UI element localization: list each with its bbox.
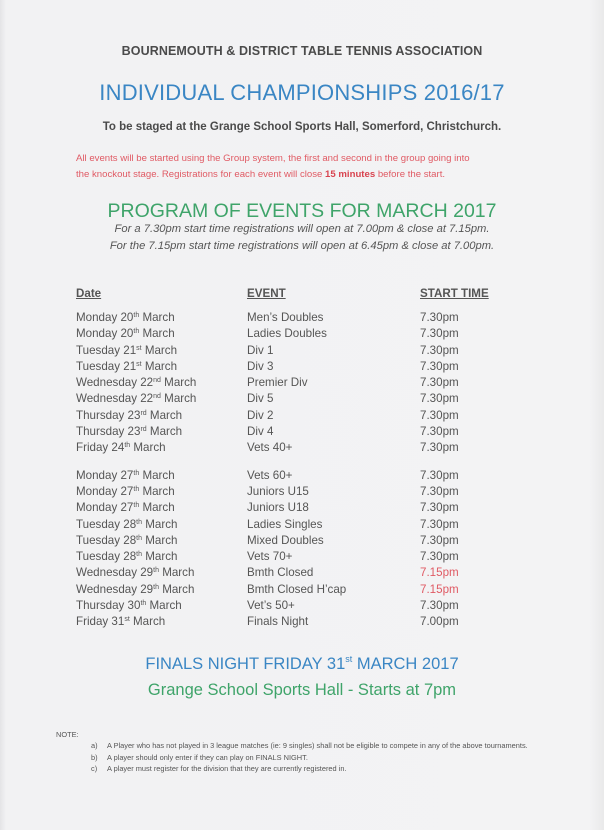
header-start-time: START TIME xyxy=(420,287,489,300)
row-start-time: 7.30pm xyxy=(420,550,459,564)
row-event: Ladies Singles xyxy=(247,517,323,531)
row-month: March xyxy=(139,501,175,515)
table-row xyxy=(76,326,516,342)
row-event: Div 5 xyxy=(247,392,274,406)
row-day-suffix: nd xyxy=(153,393,161,401)
row-date xyxy=(76,424,182,440)
row-event: Div 2 xyxy=(247,408,274,422)
row-month: March xyxy=(158,566,195,580)
registration-line-1: For a 7.30pm start time registrations will open at 7.00pm & close at 7.15pm. xyxy=(114,223,490,235)
row-day-suffix: th xyxy=(140,600,147,608)
row-day: Tuesday 21 xyxy=(76,343,137,357)
row-day-suffix: rd xyxy=(140,409,147,417)
row-day-suffix: th xyxy=(153,583,159,591)
note-item xyxy=(91,763,531,775)
notes-list xyxy=(91,740,531,775)
row-day-suffix: st xyxy=(124,616,130,624)
row-date xyxy=(76,326,175,342)
table-row xyxy=(76,310,516,326)
row-start-time: 7.30pm xyxy=(420,343,459,357)
row-day: Tuesday 21 xyxy=(76,359,137,373)
header-date: Date xyxy=(76,287,102,300)
table-header xyxy=(76,286,516,310)
row-month: March xyxy=(146,599,182,613)
row-date xyxy=(76,598,182,614)
row-day: Monday 20 xyxy=(76,327,134,341)
table-row xyxy=(76,598,516,614)
page-title: INDIVIDUAL CHAMPIONSHIPS 2016/17 xyxy=(99,80,505,105)
row-start-time: 7.30pm xyxy=(420,311,459,324)
row-start-time: 7.00pm xyxy=(420,615,459,629)
row-date xyxy=(76,549,177,565)
row-start-time: 7.30pm xyxy=(420,468,459,482)
row-date xyxy=(76,310,175,326)
rules-line-2 xyxy=(76,167,546,183)
row-date xyxy=(76,533,177,549)
table-row xyxy=(76,375,516,391)
header-event: EVENT xyxy=(247,287,286,300)
row-start-time: 7.30pm xyxy=(420,359,459,373)
row-day-suffix: th xyxy=(133,502,140,510)
finals-pre: FINALS NIGHT FRIDAY 31 xyxy=(145,655,346,673)
row-day: Wednesday 22 xyxy=(76,392,154,406)
program-title: PROGRAM OF EVENTS FOR MARCH 2017 xyxy=(107,200,497,222)
row-start-time: 7.30pm xyxy=(420,408,459,422)
table-row xyxy=(76,549,516,565)
note-item xyxy=(91,752,531,764)
row-event: Juniors U18 xyxy=(247,501,309,515)
row-day: Wednesday 22 xyxy=(76,376,154,390)
row-day: Tuesday 28 xyxy=(76,517,137,531)
row-start-time: 7.30pm xyxy=(420,425,459,439)
row-day: Thursday 23 xyxy=(76,425,141,439)
row-date xyxy=(76,582,194,598)
week-1-rows xyxy=(76,310,516,457)
table-row xyxy=(76,391,516,407)
finals-suffix: st xyxy=(345,654,353,664)
table-row xyxy=(76,424,516,440)
rules-close-time: 15 minutes xyxy=(325,169,376,180)
row-date xyxy=(76,500,175,516)
row-event: Premier Div xyxy=(247,376,308,390)
row-month: March xyxy=(160,376,197,390)
row-date xyxy=(76,359,177,375)
row-month: March xyxy=(139,311,175,324)
registration-line-2: For the 7.15pm start time registrations will open at 6.45pm & close at 7.00pm. xyxy=(109,240,495,252)
row-day: Friday 24 xyxy=(76,441,125,455)
table-row xyxy=(76,500,516,516)
row-day-suffix: th xyxy=(124,442,131,450)
row-date xyxy=(76,343,177,359)
row-day: Wednesday 29 xyxy=(76,582,154,596)
row-date xyxy=(76,517,177,533)
row-start-time: 7.30pm xyxy=(420,599,459,613)
association-name: BOURNEMOUTH & DISTRICT TABLE TENNIS ASSOCIATION xyxy=(121,44,483,58)
row-day-suffix: th xyxy=(133,328,140,336)
events-table xyxy=(76,286,516,631)
row-day: Tuesday 28 xyxy=(76,533,137,547)
row-month: March xyxy=(139,327,175,341)
table-row xyxy=(76,614,516,630)
row-date xyxy=(76,468,175,484)
table-row xyxy=(76,343,516,359)
table-row xyxy=(76,484,516,500)
row-day: Thursday 23 xyxy=(76,408,141,422)
row-day: Thursday 30 xyxy=(76,599,141,613)
row-month: March xyxy=(158,582,195,596)
row-month: March xyxy=(160,392,197,406)
venue-line: To be staged at the Grange School Sports Hall, Somerford, Christchurch. xyxy=(102,121,502,133)
row-start-time: 7.30pm xyxy=(420,392,459,406)
table-row xyxy=(76,359,516,375)
finals-heading xyxy=(0,655,604,674)
row-day-suffix: nd xyxy=(153,377,161,385)
note-item-text: A Player who has not played in 3 league matches (ie: 9 singles) shall not be eligible to compete in any of the above tournaments. xyxy=(107,741,528,750)
rules-line-2-start: the knockout stage. Registrations for each event will close xyxy=(76,169,326,180)
row-event: Div 3 xyxy=(247,359,274,373)
row-month: March xyxy=(146,425,183,439)
row-event: Div 1 xyxy=(247,343,274,357)
table-row xyxy=(76,468,516,484)
row-day: Monday 27 xyxy=(76,501,134,515)
table-row xyxy=(76,533,516,549)
note-item xyxy=(91,740,531,752)
table-row xyxy=(76,440,516,456)
row-month: March xyxy=(142,550,178,564)
note-item-text: A player should only enter if they can play on FINALS NIGHT. xyxy=(107,752,308,762)
row-month: March xyxy=(142,517,178,531)
row-day-suffix: th xyxy=(153,567,159,575)
rules-line-2-end: before the start. xyxy=(375,169,446,180)
table-row xyxy=(76,408,516,424)
row-month: March xyxy=(142,533,178,547)
row-day-suffix: th xyxy=(133,485,140,493)
row-day-suffix: th xyxy=(136,534,142,542)
row-start-time: 7.30pm xyxy=(420,533,459,547)
row-date xyxy=(76,440,166,456)
row-event: Juniors U15 xyxy=(247,484,309,498)
row-date xyxy=(76,565,194,581)
note-label: NOTE: xyxy=(56,730,79,739)
row-start-time: 7.30pm xyxy=(420,517,459,531)
row-event: Men’s Doubles xyxy=(247,311,324,324)
rules-line-1: All events will be started using the Group system, the first and second in the group going into xyxy=(76,153,470,164)
row-day: Monday 27 xyxy=(76,484,134,498)
row-day: Monday 20 xyxy=(76,311,134,324)
row-event: Vets 70+ xyxy=(247,550,293,564)
row-day-suffix: st xyxy=(136,344,142,352)
table-row xyxy=(76,565,516,581)
row-day-suffix: th xyxy=(136,551,142,559)
row-start-time: 7.15pm xyxy=(420,582,459,596)
row-day-suffix: th xyxy=(133,312,140,319)
row-month: March xyxy=(129,615,166,629)
row-event: Vets 60+ xyxy=(247,468,293,482)
note-item-text: A player must register for the division that they are currently registered in. xyxy=(107,764,347,773)
row-date xyxy=(76,375,196,391)
rules-text xyxy=(76,151,546,183)
row-day-suffix: rd xyxy=(140,426,147,434)
row-day-suffix: th xyxy=(133,469,140,477)
row-start-time: 7.30pm xyxy=(420,501,459,515)
row-month: March xyxy=(146,408,183,422)
row-month: March xyxy=(130,441,166,455)
row-month: March xyxy=(141,343,178,357)
row-event: Bmth Closed xyxy=(247,566,314,580)
finals-post: MARCH 2017 xyxy=(352,655,459,673)
row-start-time: 7.15pm xyxy=(420,566,459,580)
row-event: Div 4 xyxy=(247,425,274,439)
row-day: Wednesday 29 xyxy=(76,566,154,580)
row-event: Vet’s 50+ xyxy=(247,599,295,613)
row-month: March xyxy=(139,468,175,482)
table-row xyxy=(76,517,516,533)
note-item-label: c) xyxy=(91,764,98,773)
row-date xyxy=(76,391,196,407)
row-date xyxy=(76,484,175,500)
row-day-suffix: th xyxy=(136,518,142,526)
row-day: Friday 31 xyxy=(76,615,125,629)
row-event: Bmth Closed H’cap xyxy=(247,582,347,596)
row-day-suffix: st xyxy=(136,360,142,368)
row-month: March xyxy=(139,484,175,498)
note-item-label: a) xyxy=(91,741,98,750)
row-start-time: 7.30pm xyxy=(420,327,459,341)
row-event: Mixed Doubles xyxy=(247,533,324,547)
table-row xyxy=(76,582,516,598)
week-2-rows xyxy=(76,468,516,631)
row-start-time: 7.30pm xyxy=(420,484,459,498)
note-item-label: b) xyxy=(91,752,98,762)
row-date xyxy=(76,614,165,630)
row-day: Tuesday 28 xyxy=(76,550,137,564)
row-start-time: 7.30pm xyxy=(420,376,459,390)
row-event: Vets 40+ xyxy=(247,441,293,455)
row-month: March xyxy=(141,359,178,373)
week-divider xyxy=(76,457,516,468)
row-event: Ladies Doubles xyxy=(247,327,327,341)
row-event: Finals Night xyxy=(247,615,309,629)
row-start-time: 7.30pm xyxy=(420,441,459,455)
finals-venue: Grange School Sports Hall - Starts at 7pm xyxy=(147,681,457,699)
row-day: Monday 27 xyxy=(76,468,134,482)
row-date xyxy=(76,408,182,424)
